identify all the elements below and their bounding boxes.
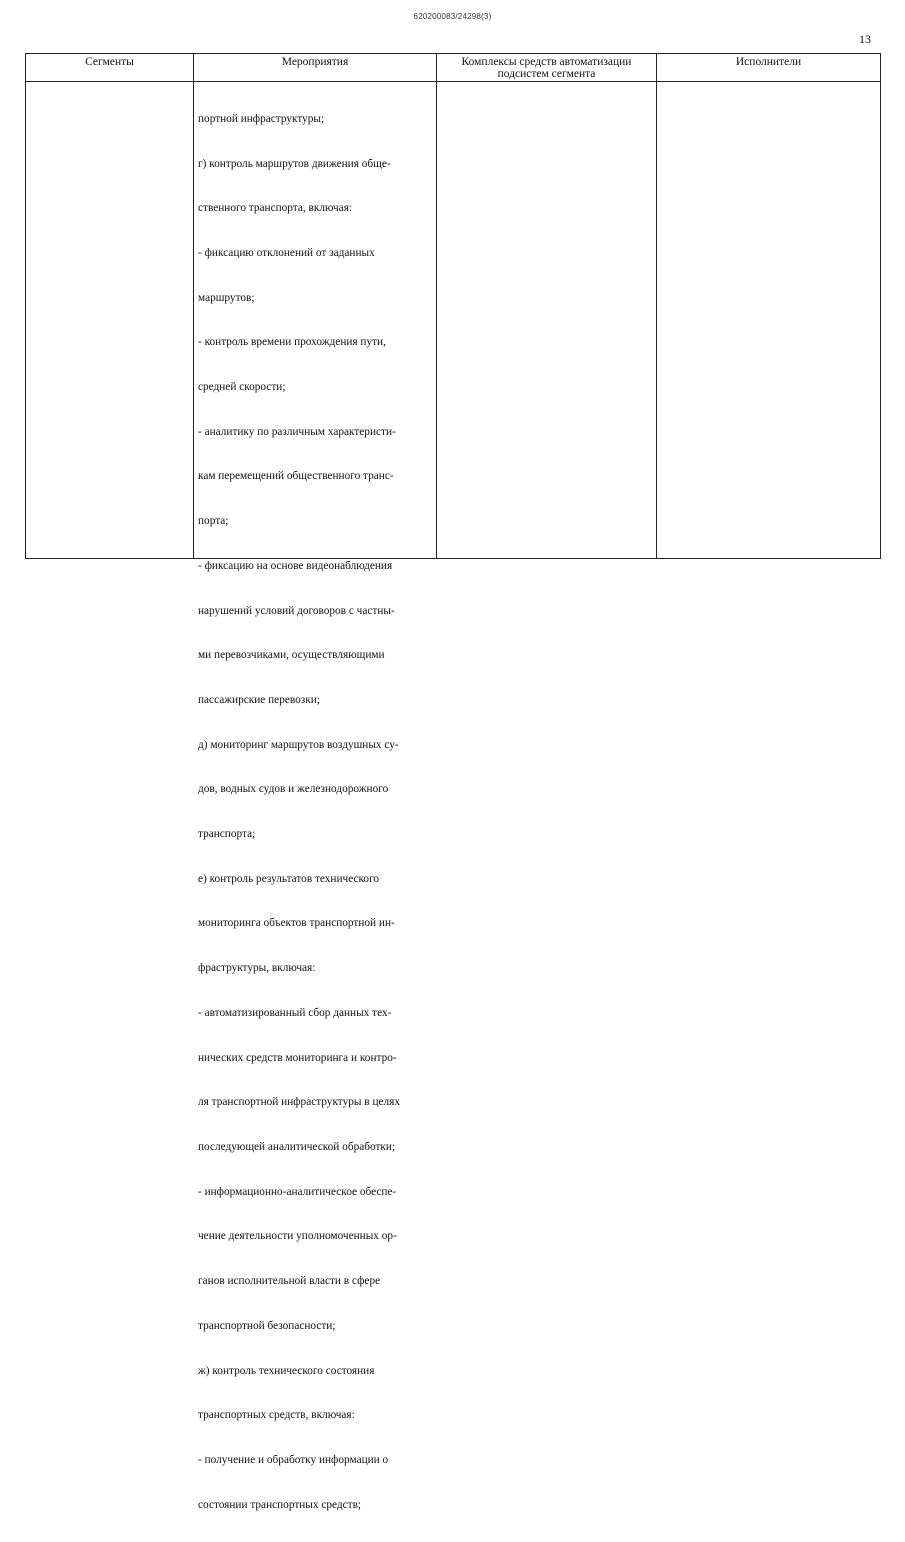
measures-line: ми перевозчиками, осуществляющими xyxy=(198,649,385,662)
document-id: 620200083/24298(3) xyxy=(413,12,492,21)
measures-cell xyxy=(198,82,436,1542)
measures-line: пассажирские перевозки; xyxy=(198,693,320,706)
measures-line: средней скорости; xyxy=(198,381,286,394)
measures-line: транспортных средств, включая: xyxy=(198,1409,355,1422)
measures-line: - фиксацию отклонений от заданных xyxy=(198,246,375,259)
measures-line: нарушений условий договоров с частны- xyxy=(198,604,395,617)
column-header-segments xyxy=(26,54,193,81)
measures-line: последующей аналитической обработки; xyxy=(198,1140,396,1153)
measures-line: транспортной безопасности; xyxy=(198,1319,336,1332)
column-header-segments-text: Сегменты xyxy=(85,56,134,68)
measures-line: нических средств мониторинга и контро- xyxy=(198,1051,397,1064)
page-number: 13 xyxy=(859,32,871,46)
column-header-automation-line-1: Комплексы средств автоматизации xyxy=(461,56,632,68)
column-header-measures-text: Мероприятия xyxy=(281,56,349,68)
measures-line: - автоматизированный сбор данных тех- xyxy=(198,1006,392,1019)
column-header-measures xyxy=(194,54,436,81)
measures-line: портной инфраструктуры; xyxy=(198,112,325,125)
measures-line: ж) контроль технического состояния xyxy=(198,1364,375,1377)
table-header-row xyxy=(26,54,880,82)
measures-line: маршрутов; xyxy=(198,291,255,304)
measures-line: е) контроль результатов технического xyxy=(198,872,380,885)
measures-line: - контроль времени прохождения пути, xyxy=(198,336,386,349)
measures-line: фраструктуры, включая: xyxy=(198,962,316,975)
column-header-executors-text: Исполнители xyxy=(735,56,802,68)
measures-line: ственного транспорта, включая: xyxy=(198,202,353,215)
column-header-executors xyxy=(657,54,880,81)
column-header-automation-complexes xyxy=(437,54,656,81)
measures-line: ганов исполнительной власти в сфере xyxy=(198,1275,381,1288)
measures-line: - аналитику по различным характеристи- xyxy=(198,425,396,438)
measures-line: ля транспортной инфраструктуры в целях xyxy=(198,1096,400,1109)
measures-line: - информационно-аналитическое обеспе- xyxy=(198,1185,397,1198)
column-divider xyxy=(656,54,657,558)
column-divider xyxy=(436,54,437,558)
measures-line: чение деятельности уполномоченных ор- xyxy=(198,1230,397,1243)
measures-line: д) мониторинг маршрутов воздушных су- xyxy=(198,738,399,751)
measures-line: транспорта; xyxy=(198,828,256,841)
measures-line: порта; xyxy=(198,515,229,528)
measures-line: мониторинга объектов транспортной ин- xyxy=(198,917,395,930)
measures-table xyxy=(25,53,881,1511)
measures-line: - фиксацию на основе видеонаблюдения xyxy=(198,559,393,572)
measures-line: г) контроль маршрутов движения обще- xyxy=(198,157,391,170)
column-divider xyxy=(193,54,194,558)
measures-line: кам перемещений общественного транс- xyxy=(198,470,394,483)
measures-line: состоянии транспортных средств; xyxy=(198,1498,362,1511)
measures-line: - получение и обработку информации о xyxy=(198,1453,389,1466)
measures-line: дов, водных судов и железнодорожного xyxy=(198,783,389,796)
column-header-automation-line-2: подсистем сегмента xyxy=(497,68,596,80)
